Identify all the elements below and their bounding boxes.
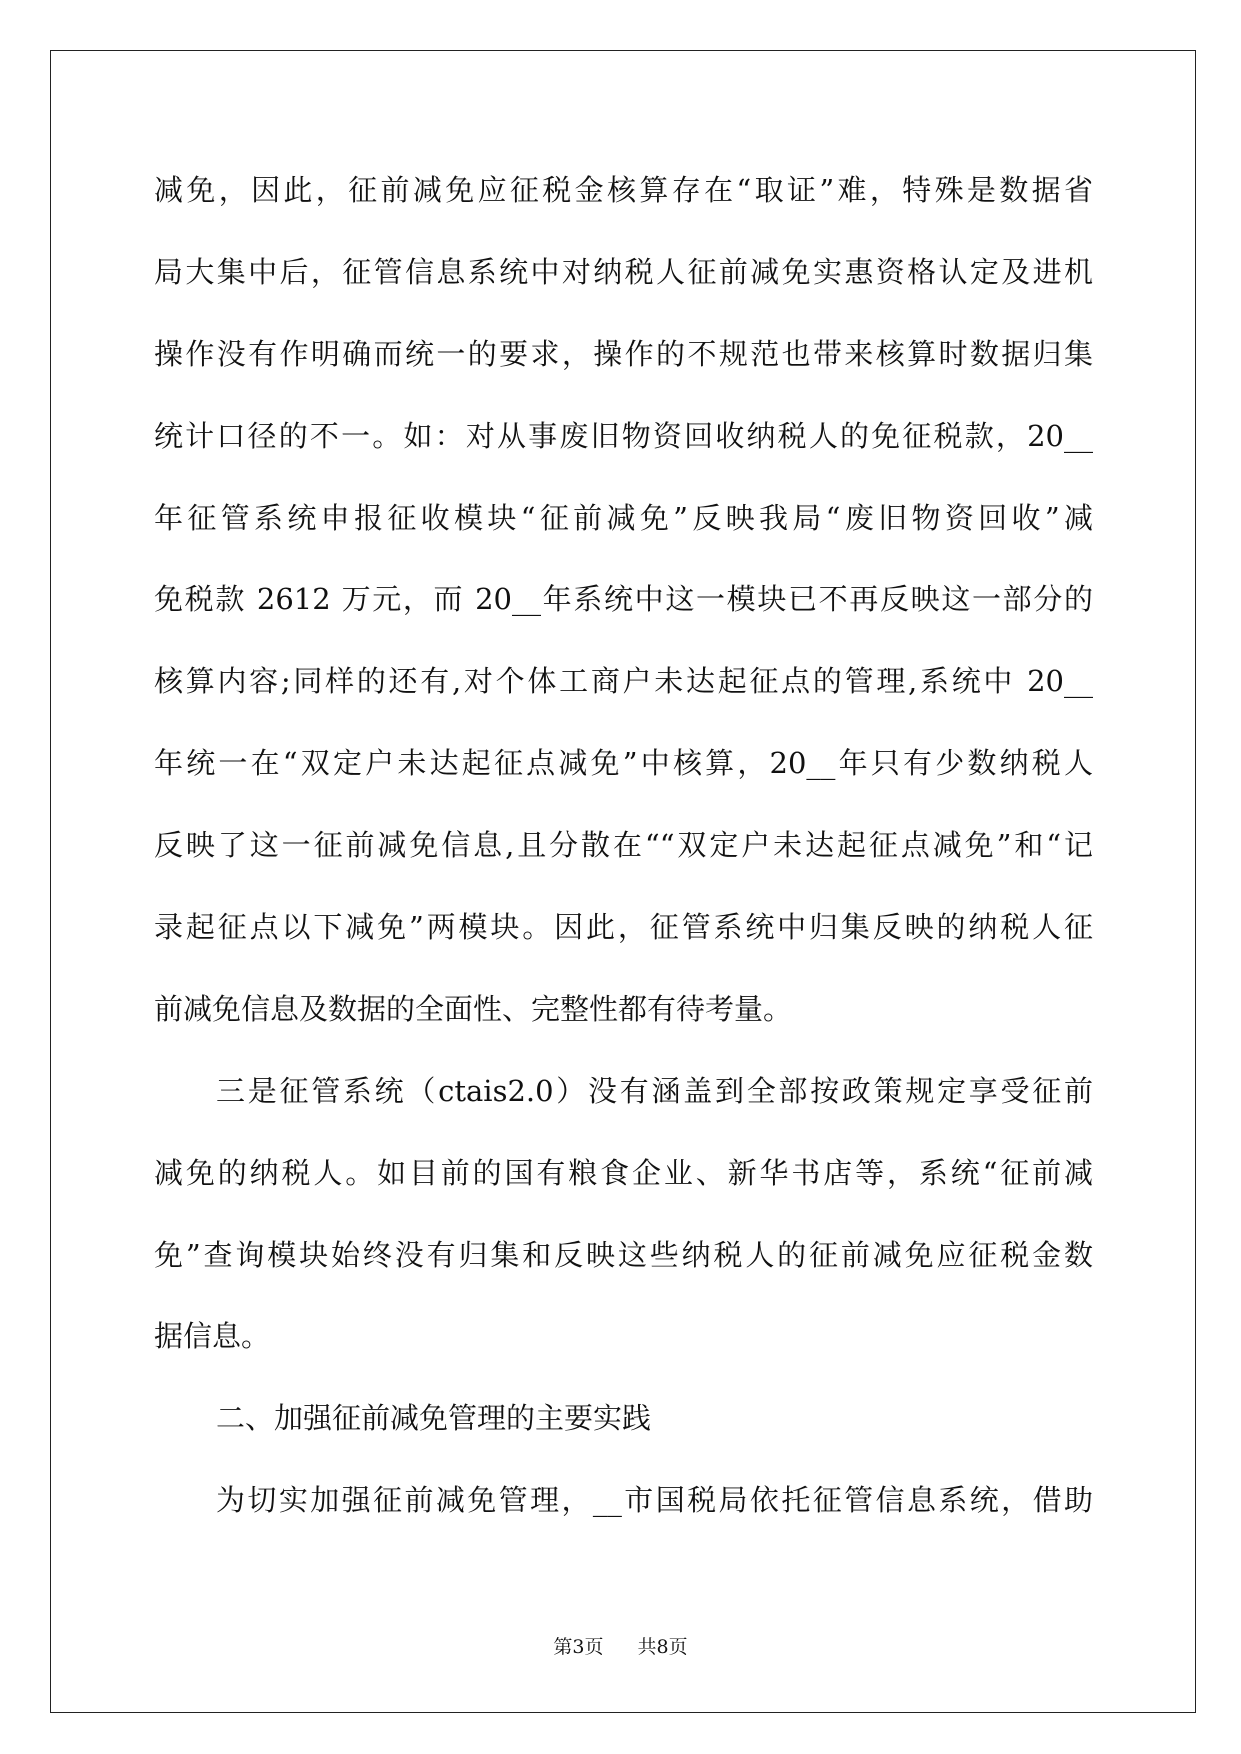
current-page-label: 第3页 [553, 1636, 604, 1658]
text-line: 年统一在“双定户未达起征点减免”中核算，20__年只有少数纳税人 [154, 746, 1093, 781]
text-line: 反映了这一征前减免信息,且分散在““双定户未达起征点减免”和“记 [154, 828, 1093, 863]
text-line: 核算内容;同样的还有,对个体工商户未达起征点的管理,系统中 20__ [154, 664, 1093, 699]
text-line: 免税款 2612 万元，而 20__年系统中这一模块已不再反映这一部分的 [154, 582, 1093, 617]
text-line: 三是征管系统（ctais2.0）没有涵盖到全部按政策规定享受征前 [216, 1073, 1093, 1108]
paragraph [154, 150, 1093, 1051]
document-body [154, 150, 1093, 1542]
text-line: 减免的纳税人。如目前的国有粮食企业、新华书店等，系统“征前减 [154, 1155, 1093, 1190]
text-line: 录起征点以下减免”两模块。因此，征管系统中归集反映的纳税人征 [154, 910, 1093, 945]
text-line: 操作没有作明确而统一的要求，操作的不规范也带来核算时数据归集 [154, 336, 1093, 371]
text-line: 统计口径的不一。如：对从事废旧物资回收纳税人的免征税款，20__ [154, 418, 1093, 453]
text-line: 减免，因此，征前减免应征税金核算存在“取证”难，特殊是数据省 [154, 173, 1093, 207]
text-line: 为切实加强征前减免管理，__市国税局依托征管信息系统，借助 [216, 1483, 1093, 1518]
total-pages-label: 共8页 [637, 1636, 688, 1658]
page-footer [0, 1633, 1241, 1661]
paragraph [154, 1460, 1093, 1542]
section-heading [154, 1378, 1093, 1460]
paragraph [154, 1051, 1093, 1379]
text-line: 局大集中后，征管信息系统中对纳税人征前减免实惠资格认定及进机 [154, 254, 1093, 289]
text-line: 年征管系统申报征收模块“征前减免”反映我局“废旧物资回收”减 [154, 500, 1093, 535]
text-line: 据信息。 [154, 1319, 271, 1354]
heading-line: 二、加强征前减免管理的主要实践 [216, 1401, 652, 1436]
text-line: 前减免信息及数据的全面性、完整性都有待考量。 [154, 991, 793, 1026]
text-line: 免”查询模块始终没有归集和反映这些纳税人的征前减免应征税金数 [154, 1237, 1093, 1272]
